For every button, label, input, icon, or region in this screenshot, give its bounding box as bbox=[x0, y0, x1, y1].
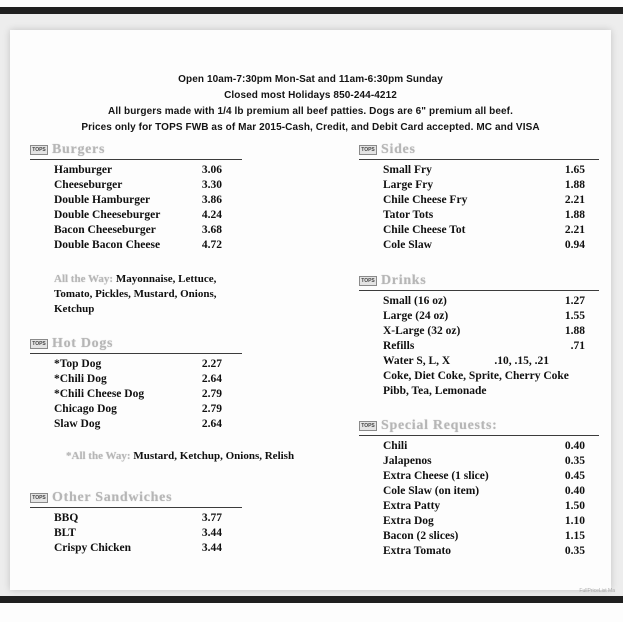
burgers-header bbox=[30, 142, 242, 160]
item-name: Chile Cheese Fry bbox=[383, 194, 468, 206]
item-name: Small Fry bbox=[383, 164, 432, 176]
footer-note: FullPriceList Ma bbox=[579, 588, 615, 594]
item-price: 1.88 bbox=[564, 179, 585, 191]
menu-item bbox=[383, 193, 585, 208]
menu-item bbox=[383, 309, 585, 324]
top-edge-bar bbox=[0, 7, 623, 14]
menu-item bbox=[383, 294, 585, 309]
section-burgers bbox=[30, 142, 242, 253]
section-other-sandwiches bbox=[30, 490, 242, 556]
tops-logo-icon: TOPS bbox=[359, 421, 377, 431]
other-sandwiches-header bbox=[30, 490, 242, 508]
section-hot-dogs bbox=[30, 336, 242, 432]
menu-item bbox=[383, 339, 585, 354]
item-name: Large Fry bbox=[383, 179, 434, 191]
item-price: 1.88 bbox=[564, 209, 585, 221]
menu-item bbox=[54, 238, 222, 253]
hours-line: Open 10am-7:30pm Mon-Sat and 11am-6:30pm Sunday bbox=[178, 74, 443, 85]
menu-item bbox=[383, 454, 585, 469]
sides-header bbox=[359, 142, 599, 160]
hot-dogs-header bbox=[30, 336, 242, 354]
item-name: Hamburger bbox=[54, 164, 113, 176]
item-name: Crispy Chicken bbox=[54, 542, 131, 554]
menu-item bbox=[383, 529, 585, 544]
menu-item bbox=[383, 354, 585, 369]
item-price: 0.40 bbox=[564, 485, 585, 497]
item-price: 2.79 bbox=[201, 403, 222, 415]
menu-item bbox=[383, 324, 585, 339]
tops-logo-icon: TOPS bbox=[30, 145, 48, 155]
section-title-other-sandwiches: Other Sandwiches bbox=[52, 490, 173, 505]
item-price: 3.86 bbox=[201, 194, 222, 206]
section-title-sides: Sides bbox=[381, 142, 416, 157]
item-name: Cole Slaw bbox=[383, 239, 432, 251]
item-name: Extra Patty bbox=[383, 500, 441, 512]
menu-item bbox=[54, 402, 222, 417]
beef-info-line: All burgers made with 1/4 lb premium all beef patties. Dogs are 6" premium all beef. bbox=[108, 106, 513, 117]
sides-items bbox=[359, 160, 599, 253]
tops-logo-icon: TOPS bbox=[359, 145, 377, 155]
pricing-info-line: Prices only for TOPS FWB as of Mar 2015-Cash, Credit, and Debit Card accepted. MC and VISA bbox=[81, 122, 540, 133]
menu-item bbox=[54, 178, 222, 193]
item-name: BBQ bbox=[54, 512, 79, 524]
menu-item bbox=[54, 223, 222, 238]
item-name: Small (16 oz) bbox=[383, 295, 447, 307]
item-name: Chili bbox=[383, 440, 408, 452]
section-title-special-requests: Special Requests: bbox=[381, 418, 498, 433]
item-name: Chile Cheese Tot bbox=[383, 224, 466, 236]
item-price: 2.64 bbox=[201, 373, 222, 385]
item-price: 3.06 bbox=[201, 164, 222, 176]
item-name: Tator Tots bbox=[383, 209, 434, 221]
item-name: Extra Tomato bbox=[383, 545, 452, 557]
tops-logo-icon: TOPS bbox=[359, 276, 377, 286]
item-price: 0.94 bbox=[564, 239, 585, 251]
item-name: Double Hamburger bbox=[54, 194, 151, 206]
menu-page bbox=[10, 30, 611, 590]
item-name: Extra Dog bbox=[383, 515, 434, 527]
bottom-edge-bar bbox=[0, 596, 623, 603]
hot-dogs-items bbox=[30, 354, 242, 432]
note-text: Mayonnaise, Lettuce, Tomato, Pickles, Mustard, Onions, Ketchup bbox=[54, 273, 217, 315]
menu-item bbox=[54, 387, 222, 402]
menu-item bbox=[383, 544, 585, 559]
section-title-hot-dogs: Hot Dogs bbox=[52, 336, 114, 351]
menu-item bbox=[383, 469, 585, 484]
menu-item bbox=[383, 384, 585, 399]
item-price: 1.10 bbox=[564, 515, 585, 527]
item-name: *Chili Dog bbox=[54, 373, 107, 385]
section-sides bbox=[359, 142, 599, 253]
burgers-items bbox=[30, 160, 242, 253]
item-price: 0.40 bbox=[564, 440, 585, 452]
item-price: 0.35 bbox=[564, 455, 585, 467]
item-price: 0.35 bbox=[564, 545, 585, 557]
item-price: 2.27 bbox=[201, 358, 222, 370]
section-title-burgers: Burgers bbox=[52, 142, 106, 157]
item-name: X-Large (32 oz) bbox=[383, 325, 461, 337]
item-name: Double Cheeseburger bbox=[54, 209, 161, 221]
item-price: 4.24 bbox=[201, 209, 222, 221]
all-the-way-note-burgers bbox=[54, 272, 242, 317]
note-label: All the Way: bbox=[54, 273, 114, 285]
item-price: 1.55 bbox=[564, 310, 585, 322]
item-price: 2.64 bbox=[201, 418, 222, 430]
item-price: 3.44 bbox=[201, 527, 222, 539]
item-price: 1.50 bbox=[564, 500, 585, 512]
item-name: Bacon (2 slices) bbox=[383, 530, 459, 542]
item-name: Cole Slaw (on item) bbox=[383, 485, 480, 497]
menu-item bbox=[54, 163, 222, 178]
menu-item bbox=[383, 514, 585, 529]
item-price: 0.45 bbox=[564, 470, 585, 482]
left-column bbox=[30, 142, 295, 559]
menu-item bbox=[54, 193, 222, 208]
item-name: Jalapenos bbox=[383, 455, 432, 467]
section-special-requests bbox=[359, 418, 599, 559]
item-price: .71 bbox=[570, 340, 585, 352]
item-name: Water S, L, X bbox=[383, 355, 451, 367]
item-name: *Chili Cheese Dog bbox=[54, 388, 145, 400]
menu-item bbox=[54, 541, 222, 556]
item-name: BLT bbox=[54, 527, 76, 539]
tops-logo-icon: TOPS bbox=[30, 493, 48, 503]
menu-item bbox=[54, 208, 222, 223]
section-title-drinks: Drinks bbox=[381, 273, 427, 288]
item-name: Coke, Diet Coke, Sprite, Cherry Coke bbox=[383, 370, 569, 382]
drinks-items bbox=[359, 291, 599, 399]
menu-item bbox=[383, 208, 585, 223]
menu-item bbox=[54, 372, 222, 387]
right-column bbox=[359, 142, 599, 559]
menu-item bbox=[383, 238, 585, 253]
item-price: 2.79 bbox=[201, 388, 222, 400]
item-price: 1.15 bbox=[564, 530, 585, 542]
item-name: Refills bbox=[383, 340, 415, 352]
special-requests-items bbox=[359, 436, 599, 559]
section-drinks bbox=[359, 273, 599, 399]
item-price: 3.77 bbox=[201, 512, 222, 524]
menu-item bbox=[383, 369, 585, 384]
tops-logo-icon: TOPS bbox=[30, 339, 48, 349]
menu-item bbox=[54, 526, 222, 541]
other-sandwiches-items bbox=[30, 508, 242, 556]
item-price: 2.21 bbox=[564, 224, 585, 236]
item-name: Chicago Dog bbox=[54, 403, 117, 415]
item-price: 1.65 bbox=[564, 164, 585, 176]
menu-item bbox=[383, 163, 585, 178]
item-name: Double Bacon Cheese bbox=[54, 239, 161, 251]
special-requests-header bbox=[359, 418, 599, 436]
item-name: *Top Dog bbox=[54, 358, 102, 370]
menu-item bbox=[383, 499, 585, 514]
item-name: Pibb, Tea, Lemonade bbox=[383, 385, 487, 397]
item-price: 4.72 bbox=[201, 239, 222, 251]
item-price: 3.30 bbox=[201, 179, 222, 191]
menu-item bbox=[383, 178, 585, 193]
menu-item bbox=[383, 223, 585, 238]
item-price bbox=[579, 384, 585, 399]
all-the-way-note-hot-dogs bbox=[66, 449, 295, 464]
item-name: Bacon Cheeseburger bbox=[54, 224, 156, 236]
item-price bbox=[579, 369, 585, 384]
note-text: Mustard, Ketchup, Onions, Relish bbox=[133, 450, 295, 462]
drinks-header bbox=[359, 273, 599, 291]
item-name: Extra Cheese (1 slice) bbox=[383, 470, 489, 482]
menu-item bbox=[383, 484, 585, 499]
menu-columns bbox=[10, 136, 611, 559]
item-name: Large (24 oz) bbox=[383, 310, 449, 322]
menu-item bbox=[383, 439, 585, 454]
item-price: .10, .15, .21 bbox=[494, 355, 549, 367]
item-price: 1.88 bbox=[564, 325, 585, 337]
menu-item bbox=[54, 417, 222, 432]
menu-header bbox=[10, 72, 611, 136]
item-name: Cheeseburger bbox=[54, 179, 123, 191]
note-label: *All the Way: bbox=[66, 450, 131, 462]
item-price: 3.44 bbox=[201, 542, 222, 554]
item-name: Slaw Dog bbox=[54, 418, 101, 430]
item-price: 2.21 bbox=[564, 194, 585, 206]
closed-phone-line: Closed most Holidays 850-244-4212 bbox=[224, 90, 397, 101]
item-price: 1.27 bbox=[564, 295, 585, 307]
menu-item bbox=[54, 357, 222, 372]
item-price: 3.68 bbox=[201, 224, 222, 236]
menu-item bbox=[54, 511, 222, 526]
